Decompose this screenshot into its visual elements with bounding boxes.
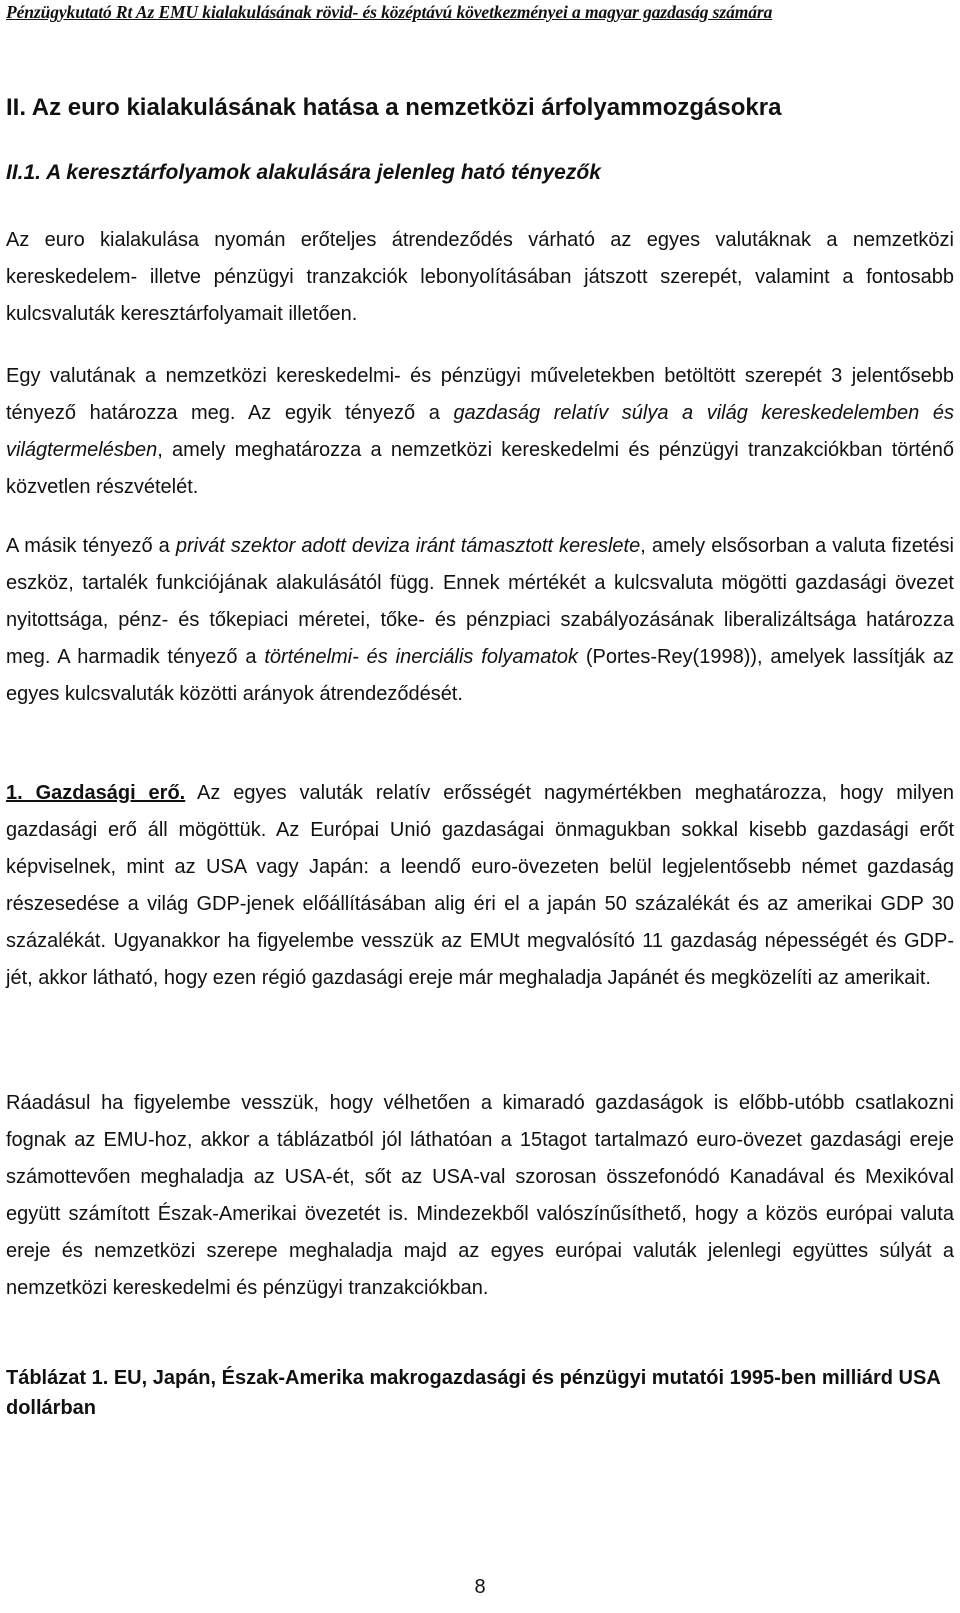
- paragraph-3-text-a: A másik tényező a: [6, 535, 176, 557]
- running-header: Pénzügykutató Rt Az EMU kialakulásának rövid- és középtávú következményei a magyar gazdaság számára: [6, 2, 773, 22]
- paragraph-2-text-a: Egy valutának a nemzetközi kereskedelmi- és pénzügyi műveletekben betöltött szerepét 3 jelentősebb tényező határozza meg. Az egyik tényező a: [6, 365, 954, 424]
- paragraph-4-text: Az egyes valuták relatív erősségét nagymértékben meghatározza, hogy milyen gazdasági erő áll mögöttük. Az Európai Unió gazdaságai önmagukban sokkal kisebb gazdasági erőt képviselnek, mint az USA vagy Japán: a leendő euro-övezeten belül legjelentősebb német gazdaság részesedése a világ GDP-jenek előállításában alig éri el a japán 50 százalékát és az amerikai GDP 30 százalékát. Ugyanakkor ha figyelembe vesszük az EMUt megvalósító 11 gazdaság népességét és GDP-jét, akkor látható, hogy ezen régió gazdasági ereje már meghaladja Japánét és megközelíti az amerikait.: [6, 782, 954, 989]
- subsection-title: II.1. A keresztárfolyamok alakulására jelenleg ható tényezők: [6, 161, 601, 184]
- paragraph-1: Az euro kialakulása nyomán erőteljes átrendeződés várható az egyes valutáknak a nemzetközi kereskedelem- illetve pénzügyi tranzakciók lebonyolításában játszott szerepét, valamint a fontosabb kulcsvaluták keresztárfolyamait illetően.: [6, 229, 954, 325]
- paragraph-3: [6, 528, 954, 713]
- page-number: 8: [474, 1576, 486, 1598]
- paragraph-2-text-c: , amely meghatározza a nemzetközi kereskedelmi és pénzügyi tranzakciókban történő közvetlen részvételét.: [6, 439, 954, 498]
- paragraph-2: [6, 358, 954, 506]
- paragraph-3-text-c: , amely elsősorban a valuta fizetési eszköz, tartalék funkciójának alakulásától függ. Ennek mértékét a kulcsvaluta mögötti gazdasági övezet nyitottsága, pénz- és tőkepiaci méretei, tőke- és pénzpiaci szabályozásának liberalizáltsága határozza meg. A harmadik tényező a: [6, 535, 954, 668]
- paragraph-5: Ráadásul ha figyelembe vesszük, hogy vélhetően a kimaradó gazdaságok is előbb-utóbb csatlakozni fognak az EMU-hoz, akkor a táblázatból jól láthatóan a 15tagot tartalmazó euro-övezet gazdasági ereje számottevően meghaladja az USA-ét, sőt az USA-val szorosan összefonódó Kanadával és Mexikóval együtt számított Észak-Amerikai övezetét is. Mindezekből valószínűsíthető, hogy a közös európai valuta ereje és nemzetközi szerepe meghaladja majd az egyes európai valuták jelenlegi együttes súlyát a nemzetközi kereskedelmi és pénzügyi tranzakciókban.: [6, 1092, 954, 1299]
- paragraph-3-emphasis-1: privát szektor adott deviza iránt támasztott kereslete: [175, 535, 641, 557]
- table-caption: Táblázat 1. EU, Japán, Észak-Amerika makrogazdasági és pénzügyi mutatói 1995-ben milliárd USA dollárban: [6, 1367, 941, 1419]
- section-title: II. Az euro kialakulásának hatása a nemzetközi árfolyammozgásokra: [6, 94, 782, 121]
- paragraph-2-emphasis: gazdaság relatív súlya a világ kereskedelemben és világtermelésben: [6, 402, 954, 461]
- paragraph-3-text-e: (Portes-Rey(1998)), amelyek lassítják az egyes kulcsvaluták közötti arányok átrendeződését.: [6, 646, 954, 705]
- paragraph-4-lead: 1. Gazdasági erő.: [6, 782, 186, 804]
- paragraph-3-emphasis-2: történelmi- és inerciális folyamatok: [264, 646, 578, 668]
- paragraph-4: [6, 775, 954, 997]
